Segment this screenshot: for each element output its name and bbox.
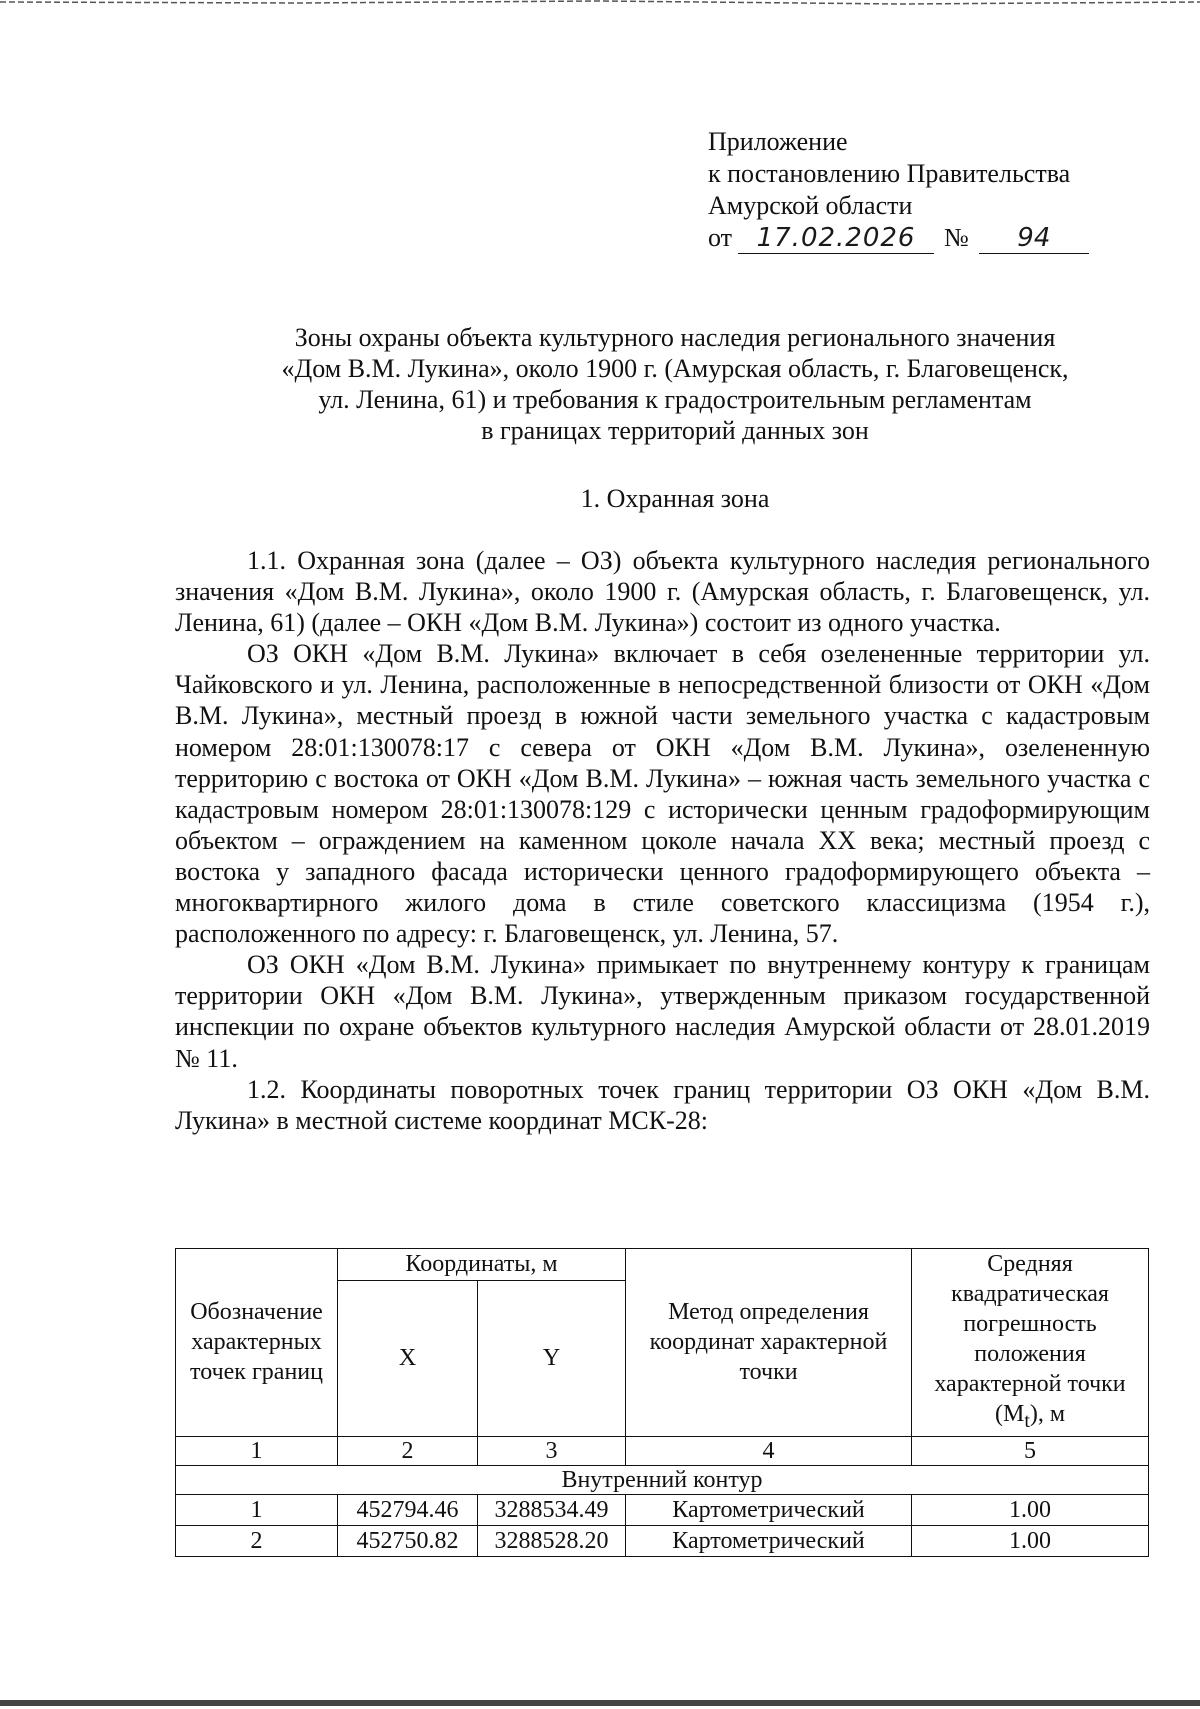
col-number: 4	[626, 1436, 912, 1465]
paragraph-1-1: 1.1. Охранная зона (далее – ОЗ) объекта культурного наследия регионального значения «Дом В.М. Лукина», около 1900 г. (Амурская область, г. Благовещенск, ул. Ленина, 61) (далее – ОКН «Дом В.М. Лукина») состоит из одного участка.	[175, 546, 1150, 638]
header-point-designation: Обозначение характерных точек границ	[176, 1249, 338, 1437]
appendix-date-row	[708, 222, 1089, 254]
date-prefix: от	[708, 223, 733, 252]
cell-point: 2	[176, 1525, 338, 1556]
appendix-line-2: к постановлению Правительства	[708, 159, 1071, 188]
cell-x: 452750.82	[338, 1525, 478, 1556]
title-line-2: «Дом В.М. Лукина», около 1900 г. (Амурская область, г. Благовещенск,	[281, 354, 1069, 383]
title-line-4: в границах территорий данных зон	[481, 416, 869, 445]
col-number: 3	[478, 1436, 626, 1465]
cell-method: Картометрический	[626, 1525, 912, 1556]
table-row	[176, 1494, 1149, 1525]
section-heading: 1. Охранная зона	[580, 484, 770, 513]
paragraph-3: ОЗ ОКН «Дом В.М. Лукина» примыкает по внутреннему контуру к границам территории ОКН «Дом В.М. Лукина», утвержденным приказом государственной инспекции по охране объектов культурного наследия Амурской области от 28.01.2019 № 11.	[175, 950, 1150, 1073]
header-method: Метод определения координат характерной точки	[626, 1249, 912, 1437]
col-number: 1	[176, 1436, 338, 1465]
handwritten-date: 17.02.2026	[738, 223, 934, 254]
column-numbers-row	[176, 1436, 1149, 1465]
header-coordinates: Координаты, м	[338, 1249, 626, 1281]
cell-method: Картометрический	[626, 1494, 912, 1525]
table-row	[176, 1525, 1149, 1556]
header-error	[912, 1249, 1149, 1437]
header-error-sub: t	[1024, 1409, 1030, 1432]
header-y: Y	[478, 1280, 626, 1436]
col-number: 5	[912, 1436, 1149, 1465]
cell-point: 1	[176, 1494, 338, 1525]
appendix-line-3: Амурской области	[708, 191, 913, 220]
appendix-block	[708, 126, 1089, 254]
cell-x: 452794.46	[338, 1494, 478, 1525]
number-sign: №	[944, 223, 969, 252]
cell-error: 1.00	[912, 1494, 1149, 1525]
paragraph-1-2: 1.2. Координаты поворотных точек границ территории ОЗ ОКН «Дом В.М. Лукина» в местной системе координат МСК-28:	[175, 1074, 1150, 1135]
header-error-main: Средняя квадратическая погрешность положения характерной точки (M	[934, 1251, 1126, 1427]
paragraph-2: ОЗ ОКН «Дом В.М. Лукина» включает в себя озелененные территории ул. Чайковского и ул. Ленина, расположенные в непосредственной близости от ОКН «Дом В.М. Лукина», местный проезд в южной части земельного участка с кадастровым номером 28:01:130078:17 с севера от ОКН «Дом В.М. Лукина», озелененную территорию с востока от ОКН «Дом В.М. Лукина» – южная часть земельного участка с кадастровым номером 28:01:130078:129 с исторически ценным градоформирующим объектом – ограждением на каменном цоколе начала XX века; местный проезд с востока у западного фасада исторически ценного градоформирующего объекта – многоквартирного жилого дома в стиле советского классицизма (1954 г.), расположенного по адресу: г. Благовещенск, ул. Ленина, 57.	[175, 639, 1150, 949]
scan-edge-bottom	[0, 1700, 1200, 1706]
title-line-3: ул. Ленина, 61) и требования к градостроительным регламентам	[318, 385, 1032, 414]
cell-y: 3288534.49	[478, 1494, 626, 1525]
contour-row	[176, 1465, 1149, 1494]
inner-contour-label: Внутренний контур	[176, 1465, 1149, 1494]
cell-error: 1.00	[912, 1525, 1149, 1556]
col-number: 2	[338, 1436, 478, 1465]
body-text	[175, 545, 1150, 1136]
coordinates-table	[175, 1248, 1149, 1557]
appendix-line-1: Приложение	[708, 127, 848, 156]
title-line-1: Зоны охраны объекта культурного наследия регионального значения	[294, 323, 1056, 352]
document-title	[175, 322, 1175, 446]
handwritten-number: 94	[979, 223, 1089, 254]
scan-edge-top	[0, 0, 1200, 12]
header-x: X	[338, 1280, 478, 1436]
cell-y: 3288528.20	[478, 1525, 626, 1556]
header-error-tail: ), м	[1029, 1401, 1066, 1427]
